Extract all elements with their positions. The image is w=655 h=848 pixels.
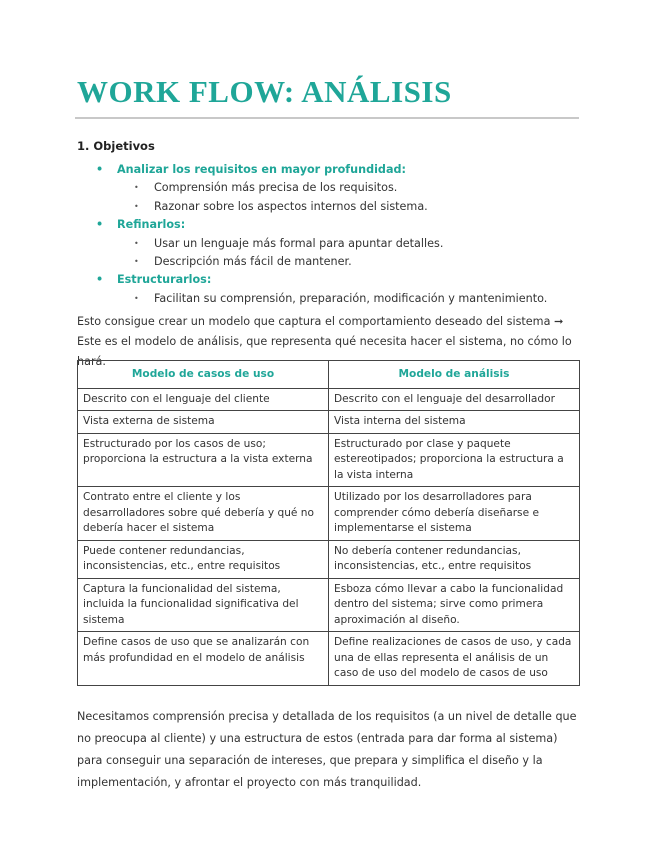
table-cell: Descrito con el lenguaje del cliente bbox=[78, 388, 329, 411]
table-cell: Vista externa de sistema bbox=[78, 411, 329, 434]
table-cell: Define realizaciones de casos de uso, y cada una de ellas representa el análisis de un caso de uso del modelo de casos de uso bbox=[329, 632, 580, 686]
title-divider bbox=[75, 117, 579, 119]
objective-item: • Estructurarlos: bbox=[77, 271, 547, 289]
objective-subitem: • Comprensión más precisa de los requisitos. bbox=[77, 179, 547, 197]
table-row bbox=[78, 487, 580, 541]
table-row bbox=[78, 540, 580, 578]
table-header-row bbox=[78, 361, 580, 389]
table-cell: Esboza cómo llevar a cabo la funcionalidad dentro del sistema; sirve como primera aproximación al diseño. bbox=[329, 578, 580, 632]
table-cell: Contrato entre el cliente y los desarrolladores sobre qué debería y qué no debería hacer el sistema bbox=[78, 487, 329, 541]
table-cell: Vista interna del sistema bbox=[329, 411, 580, 434]
comparison-table bbox=[77, 360, 580, 686]
objective-subitem: • Razonar sobre los aspectos internos del sistema. bbox=[77, 198, 547, 216]
objective-item: • Refinarlos: bbox=[77, 216, 547, 234]
table-header: Modelo de análisis bbox=[329, 361, 580, 389]
table-cell: Utilizado por los desarrolladores para comprender cómo debería diseñarse e implementarse el sistema bbox=[329, 487, 580, 541]
closing-paragraph: Necesitamos comprensión precisa y detallada de los requisitos (a un nivel de detalle que no preocupa al cliente) y una estructura de estos (entrada para dar forma al sistema) para conseguir una separación de intereses, que prepara y simplifica el diseño y la implementación, y afrontar el proyecto con más tranquilidad. bbox=[77, 710, 577, 789]
page-title: WORK FLOW: ANÁLISIS bbox=[77, 74, 452, 109]
table-cell: No debería contener redundancias, inconsistencias, etc., entre requisitos bbox=[329, 540, 580, 578]
intro-paragraph: Esto consigue crear un modelo que captura el comportamiento deseado del sistema ➞ Este es el modelo de análisis, que representa qué necesita hacer el sistema, no cómo lo hará. bbox=[77, 315, 572, 368]
objective-item: • Analizar los requisitos en mayor profundidad: bbox=[77, 161, 547, 179]
table-cell: Define casos de uso que se analizarán con más profundidad en el modelo de análisis bbox=[78, 632, 329, 686]
table-row bbox=[78, 388, 580, 411]
table-cell: Puede contener redundancias, inconsistencias, etc., entre requisitos bbox=[78, 540, 329, 578]
objectives-list bbox=[77, 161, 547, 308]
section-heading: 1. Objetivos bbox=[77, 139, 155, 153]
table-row bbox=[78, 632, 580, 686]
table-row bbox=[78, 411, 580, 434]
objective-subitem: • Usar un lenguaje más formal para apuntar detalles. bbox=[77, 235, 547, 253]
table-header: Modelo de casos de uso bbox=[78, 361, 329, 389]
table-cell: Captura la funcionalidad del sistema, incluida la funcionalidad significativa del sistema bbox=[78, 578, 329, 632]
table-cell: Estructurado por clase y paquete estereotipados; proporciona la estructura a la vista interna bbox=[329, 433, 580, 487]
table-cell: Estructurado por los casos de uso; proporciona la estructura a la vista externa bbox=[78, 433, 329, 487]
table-row bbox=[78, 578, 580, 632]
table-row bbox=[78, 433, 580, 487]
objective-subitem: • Descripción más fácil de mantener. bbox=[77, 253, 547, 271]
table-cell: Descrito con el lenguaje del desarrollador bbox=[329, 388, 580, 411]
objective-subitem: • Facilitan su comprensión, preparación, modificación y mantenimiento. bbox=[77, 290, 547, 308]
